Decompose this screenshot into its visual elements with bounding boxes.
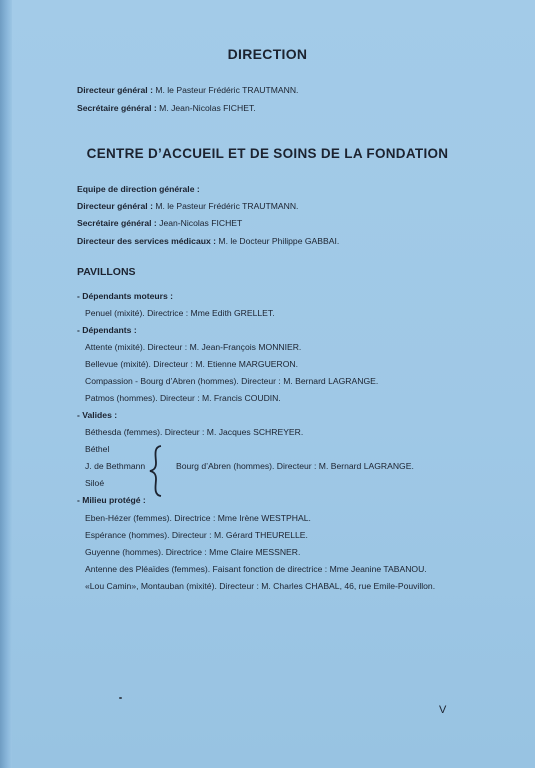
group-label [77,325,137,335]
group-dependants-label: - Dépendants : [77,325,137,335]
list-item: Eben-Hézer (femmes). Directrice : Mme Irène WESTPHAL. [85,513,311,523]
bracket-item: Béthel [85,444,110,454]
bracket-item: Siloé [85,478,105,488]
group-milieu-protege-label: - Milieu protégé : [77,495,146,505]
pavillons-title: PAVILLONS [77,266,136,278]
list-item: Attente (mixité). Directeur : M. Jean-François MONNIER. [85,342,302,352]
centre-sg-label: Secrétaire général : [77,218,157,228]
paper-speck [119,697,122,699]
list-item: Bellevue (mixité). Directeur : M. Etienne MARGUERON. [85,359,298,369]
centre-dg-value: M. le Pasteur Frédéric TRAUTMANN. [155,201,299,211]
group-dependants-moteurs-label: - Dépendants moteurs : [77,291,173,301]
direction-sg-label: Secrétaire général : [77,103,157,113]
centre-dsm-value: M. le Docteur Philippe GABBAI. [218,236,340,246]
centre-sg-line [77,218,242,228]
centre-dg-line [77,201,298,211]
centre-dsm-line [77,236,339,246]
binding-edge [0,0,12,768]
centre-sg-value: Jean-Nicolas FICHET [159,218,243,228]
bracket-text: Bourg d’Abren (hommes). Directeur : M. Bernard LAGRANGE. [176,461,414,471]
list-item: Antenne des Pléaïdes (femmes). Faisant fonction de directrice : Mme Jeanine TABANOU. [85,564,427,574]
direction-sg-value: M. Jean-Nicolas FICHET. [159,103,256,113]
centre-title: CENTRE D’ACCUEIL ET DE SOINS DE LA FONDATION [86,146,449,161]
list-item: «Lou Camin», Montauban (mixité). Directeur : M. Charles CHABAL, 46, rue Emile-Pouvillon. [85,581,436,591]
direction-title: DIRECTION [227,46,308,62]
list-item: Patmos (hommes). Directeur : M. Francis COUDIN. [85,393,281,403]
group-label [77,495,146,505]
centre-dg-label: Directeur général : [77,201,153,211]
list-item: Espérance (hommes). Directeur : M. Gérard THEURELLE. [85,530,308,540]
direction-sg-line [77,103,256,113]
direction-dg-label: Directeur général : [77,85,153,95]
bracket-item: J. de Bethmann [85,461,146,471]
group-label [77,410,117,420]
page-number: V [439,704,447,716]
direction-dg-value: M. le Pasteur Frédéric TRAUTMANN. [155,85,299,95]
group-valides-label: - Valides : [77,410,118,420]
list-item: Penuel (mixité). Directrice : Mme Edith GRELLET. [85,308,275,318]
centre-equipe-line [77,184,200,194]
direction-dg-line [77,85,298,95]
list-item: Béthesda (femmes). Directeur : M. Jacques SCHREYER. [85,427,304,437]
list-item: Compassion - Bourg d’Abren (hommes). Directeur : M. Bernard LAGRANGE. [85,376,379,386]
centre-equipe-label: Equipe de direction générale : [77,184,200,194]
centre-dsm-label: Directeur des services médicaux : [77,236,217,246]
curly-brace-icon [148,445,166,497]
group-label [77,291,173,301]
list-item: Guyenne (hommes). Directrice : Mme Claire MESSNER. [85,547,301,557]
